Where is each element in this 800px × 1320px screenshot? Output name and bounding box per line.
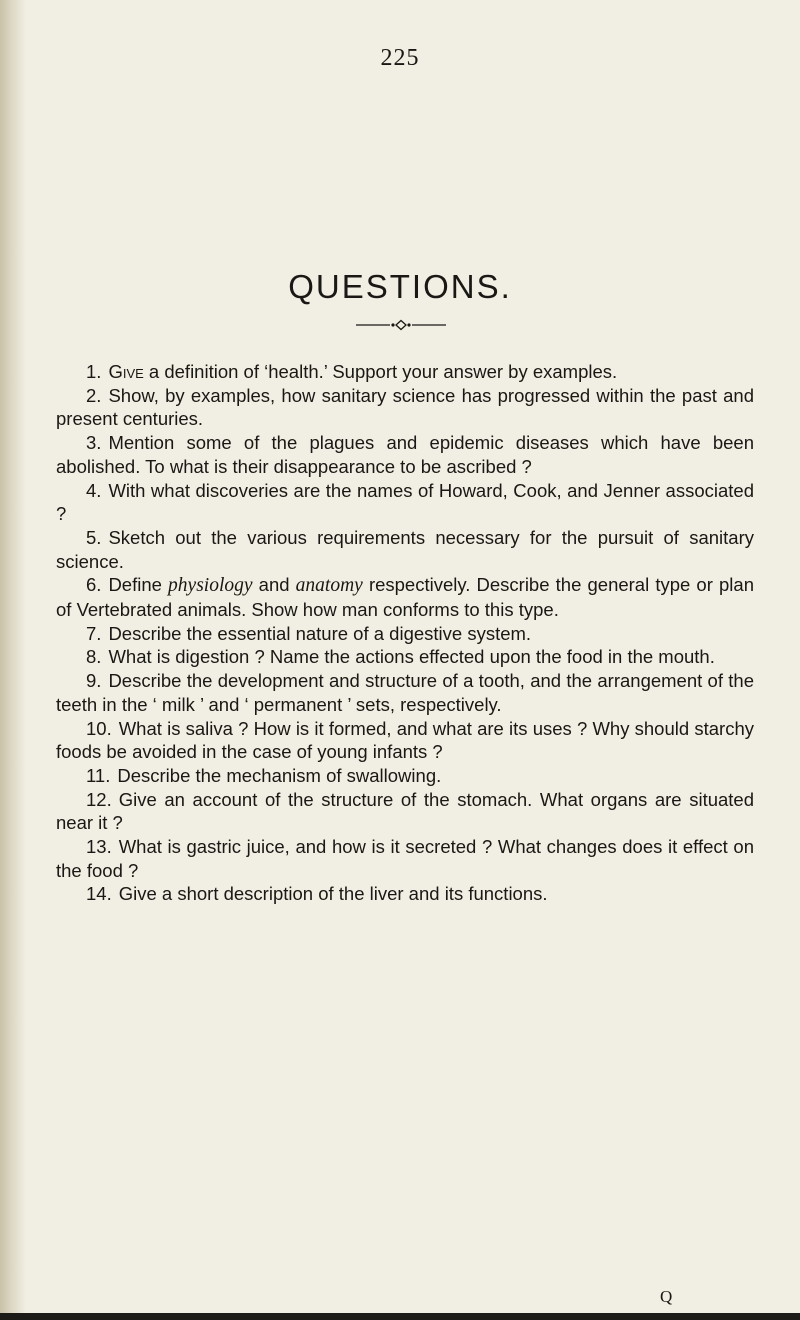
binding-shadow xyxy=(0,0,26,1320)
question-text-middle: and xyxy=(252,574,296,596)
page-title: QUESTIONS. xyxy=(288,268,512,305)
question-number: 6. xyxy=(86,574,102,596)
question-number: 10. xyxy=(86,717,112,739)
question-7 xyxy=(56,622,754,646)
question-5 xyxy=(56,526,754,573)
question-number: 1. xyxy=(86,361,102,382)
question-first-word: Give xyxy=(108,361,144,382)
question-text-after: respectively. Describe the general type or plan of Vertebrated animals. Show how man conforms to this type. xyxy=(56,574,754,621)
term-physiology: physiology xyxy=(168,575,253,597)
question-text: Sketch out the various requirements necessary for the pursuit of sanitary science. xyxy=(56,526,754,572)
question-12 xyxy=(56,788,754,835)
bottom-border xyxy=(0,1313,800,1320)
question-number: 2. xyxy=(86,384,102,406)
signature-mark: Q xyxy=(660,1287,673,1306)
question-number: 3. xyxy=(86,432,102,454)
question-6 xyxy=(56,573,754,621)
question-11 xyxy=(56,764,754,788)
question-text: Give a short description of the liver and its functions. xyxy=(118,883,548,905)
question-text: a definition of ‘health.’ Support your answer by examples. xyxy=(143,361,618,382)
question-list xyxy=(56,360,754,906)
question-text: Describe the development and structure of a tooth, and the arrangement of the teeth in the ‘ milk ’ and ‘ permanent ’ sets, respectively. xyxy=(56,670,754,715)
question-13 xyxy=(56,835,754,882)
question-text: Show, by examples, how sanitary science has progressed within the past and present centuries. xyxy=(56,384,754,430)
question-text-before: Define xyxy=(108,574,169,596)
question-number: 5. xyxy=(86,526,102,548)
question-2 xyxy=(56,384,754,431)
question-text: Describe the essential nature of a digestive system. xyxy=(108,622,532,644)
ornament-divider xyxy=(356,318,446,332)
question-text: Mention some of the plagues and epidemic diseases which have been abolished. To what is their disappearance to be ascribed ? xyxy=(56,432,754,477)
question-number: 9. xyxy=(86,670,102,692)
page-number: 225 xyxy=(380,45,420,71)
question-3 xyxy=(56,431,754,478)
question-text: With what discoveries are the names of Howard, Cook, and Jenner associated ? xyxy=(56,479,754,525)
question-4 xyxy=(56,479,754,526)
term-anatomy: anatomy xyxy=(295,575,363,597)
question-text: What is digestion ? Name the actions effected upon the food in the mouth. xyxy=(108,646,715,668)
question-number: 13. xyxy=(86,836,112,858)
question-number: 12. xyxy=(86,788,112,810)
question-number: 14. xyxy=(86,883,112,905)
question-14 xyxy=(56,882,754,906)
question-10 xyxy=(56,717,754,764)
question-8 xyxy=(56,645,754,669)
question-text: What is gastric juice, and how is it secreted ? What changes does it effect on the food ? xyxy=(56,836,754,881)
question-number: 11. xyxy=(86,764,111,786)
question-number: 4. xyxy=(86,479,102,501)
question-text: Describe the mechanism of swallowing. xyxy=(117,764,442,786)
question-9 xyxy=(56,669,754,716)
question-number: 8. xyxy=(86,646,102,668)
question-text: Give an account of the structure of the stomach. What organs are situated near it ? xyxy=(56,788,754,834)
question-text: What is saliva ? How is it formed, and what are its uses ? Why should starchy foods be avoided in the case of young infants ? xyxy=(56,717,754,763)
question-1 xyxy=(56,360,754,384)
question-number: 7. xyxy=(86,622,102,644)
